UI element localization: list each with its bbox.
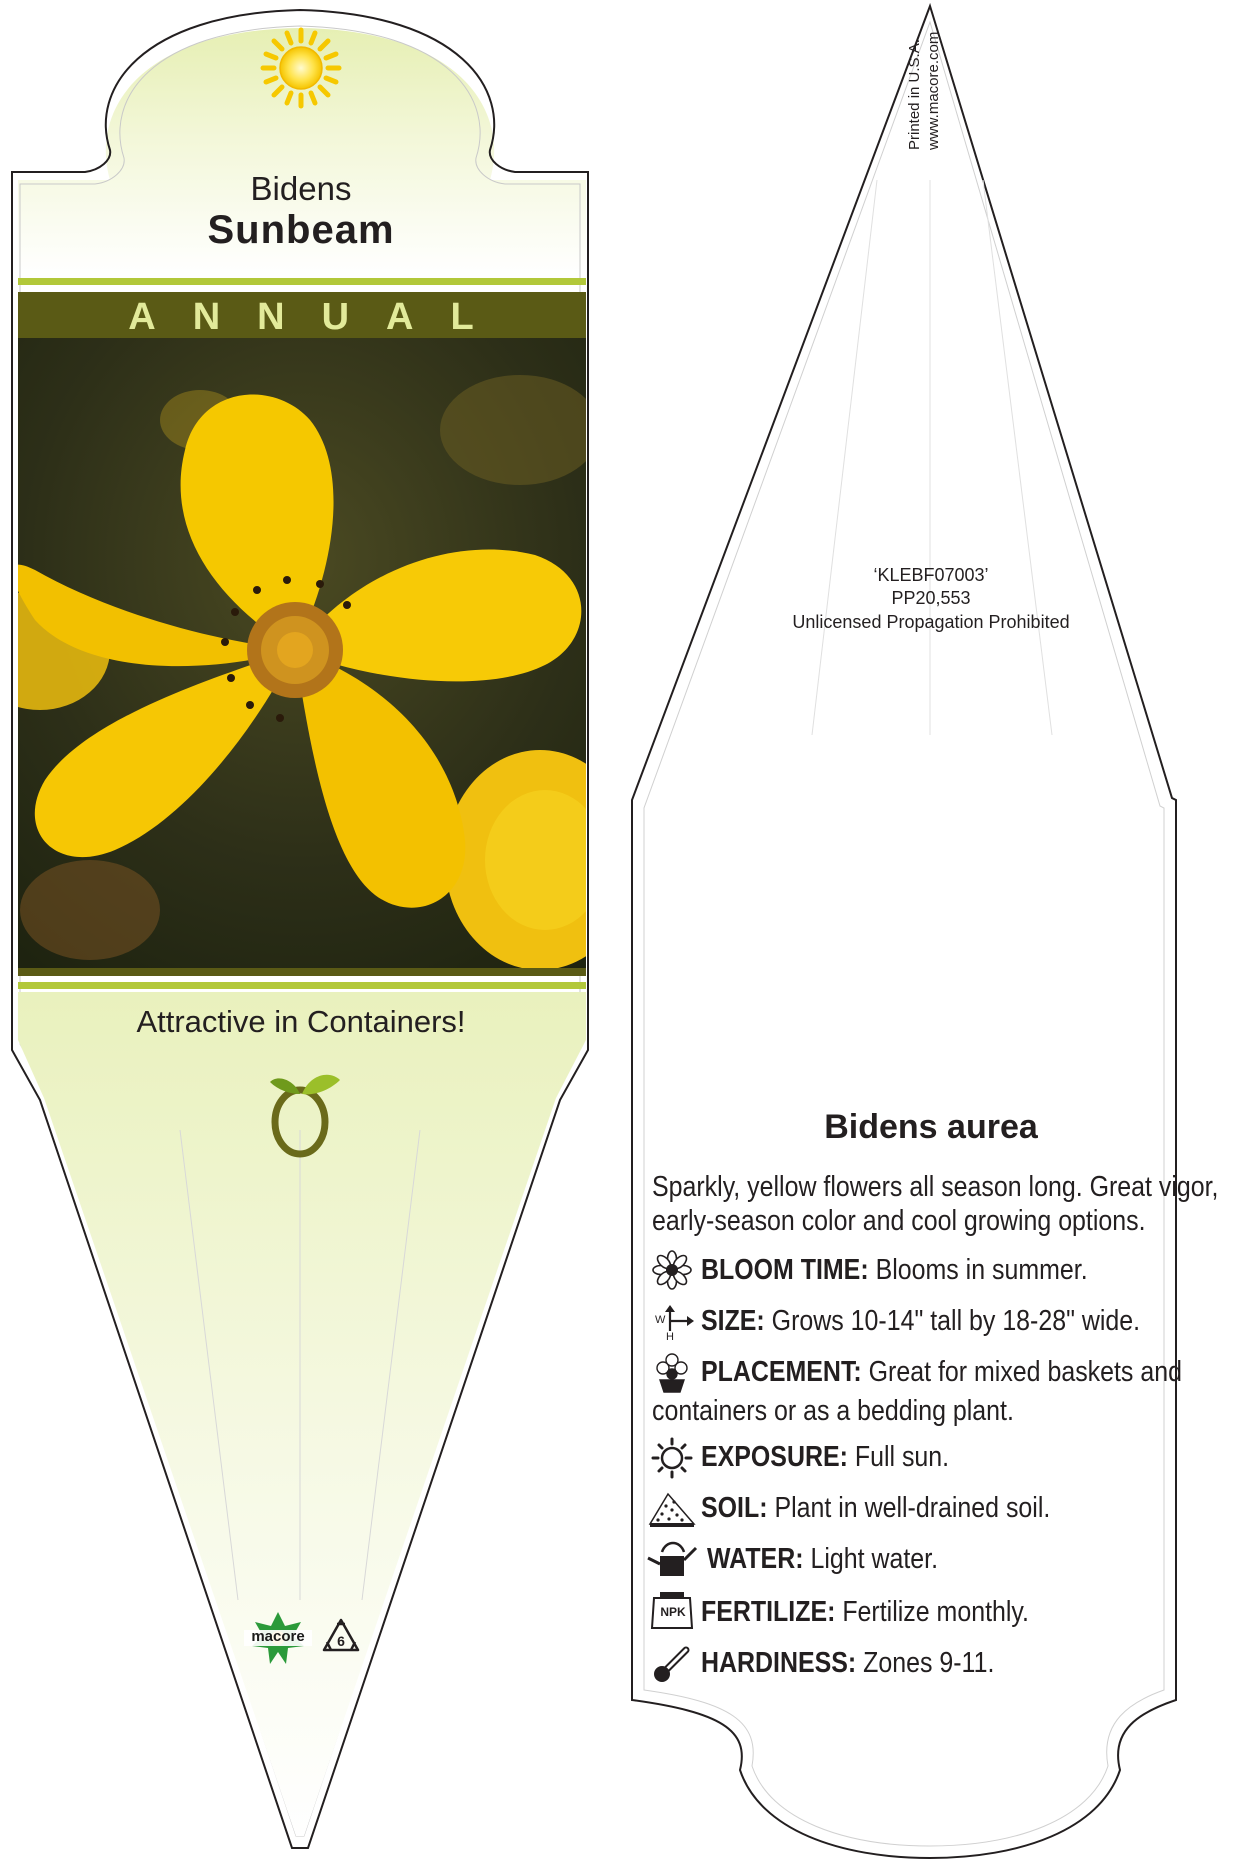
species-name: Bidens aurea — [824, 1108, 1038, 1146]
description-line-2: early-season color and cool growing options. — [652, 1205, 1146, 1237]
care-text: Great for mixed baskets and — [868, 1356, 1182, 1388]
thermometer-icon — [654, 1650, 686, 1682]
care-text: Full sun. — [854, 1441, 950, 1473]
description-line-1: Sparkly, yellow flowers all season long. Great vigor, — [652, 1171, 1219, 1203]
size-icon-w: W — [655, 1314, 666, 1326]
plants-icon — [657, 1354, 687, 1392]
printed-in-text: Printed in U.S.A. — [906, 39, 923, 150]
flower-photo — [0, 338, 600, 970]
printed-note — [905, 0, 943, 150]
flower-icon — [653, 1251, 691, 1289]
care-text: Light water. — [810, 1543, 939, 1575]
care-soil — [701, 1492, 1050, 1525]
care-label: WATER: — [707, 1543, 804, 1575]
care-label: HARDINESS: — [701, 1647, 857, 1679]
brand-logo-text: macore — [251, 1628, 305, 1645]
category-label: ANNUAL — [128, 296, 511, 338]
genus-name: Bidens — [250, 170, 352, 207]
care-text: Fertilize monthly. — [842, 1596, 1029, 1628]
size-arrows-icon — [665, 1305, 694, 1331]
care-label: PLACEMENT: — [701, 1356, 862, 1388]
website-text: www.macore.com — [925, 31, 942, 150]
care-label: FERTILIZE: — [701, 1596, 836, 1628]
sun-icon — [263, 30, 339, 106]
watering-can-icon — [648, 1543, 696, 1576]
patent-number: PP20,553 — [891, 588, 971, 608]
sun-icon — [653, 1439, 691, 1477]
care-label: BLOOM TIME: — [701, 1254, 869, 1286]
cultivar-name: Sunbeam — [207, 208, 395, 252]
care-label: EXPOSURE: — [701, 1441, 848, 1473]
care-text: Zones 9-11. — [863, 1647, 995, 1679]
tagline: Attractive in Containers! — [136, 1004, 466, 1039]
cultivar-code: ‘KLEBF07003’ — [873, 565, 989, 585]
care-text: Blooms in summer. — [875, 1254, 1088, 1286]
care-bloom-time — [701, 1254, 1088, 1287]
cut-guide-lines — [812, 180, 1052, 735]
care-water — [707, 1543, 938, 1576]
care-placement — [701, 1356, 1182, 1389]
size-icon-h: H — [666, 1331, 674, 1343]
care-size — [701, 1305, 1140, 1338]
care-placement-line-2: containers or as a bedding plant. — [652, 1395, 1014, 1427]
care-label: SIZE: — [701, 1305, 765, 1337]
back-tag — [620, 0, 1233, 1865]
recycle-code: 6 — [337, 1633, 345, 1649]
care-exposure — [701, 1441, 949, 1474]
propagation-note: Unlicensed Propagation Prohibited — [792, 612, 1070, 632]
npk-icon-text: NPK — [660, 1605, 686, 1619]
care-fertilize — [701, 1596, 1029, 1629]
care-text: Plant in well-drained soil. — [774, 1492, 1051, 1524]
care-text: Grows 10-14" tall by 18-28" wide. — [771, 1305, 1141, 1337]
soil-icon — [650, 1494, 694, 1527]
front-tag — [0, 0, 600, 1865]
care-label: SOIL: — [701, 1492, 768, 1524]
care-hardiness — [701, 1647, 994, 1680]
